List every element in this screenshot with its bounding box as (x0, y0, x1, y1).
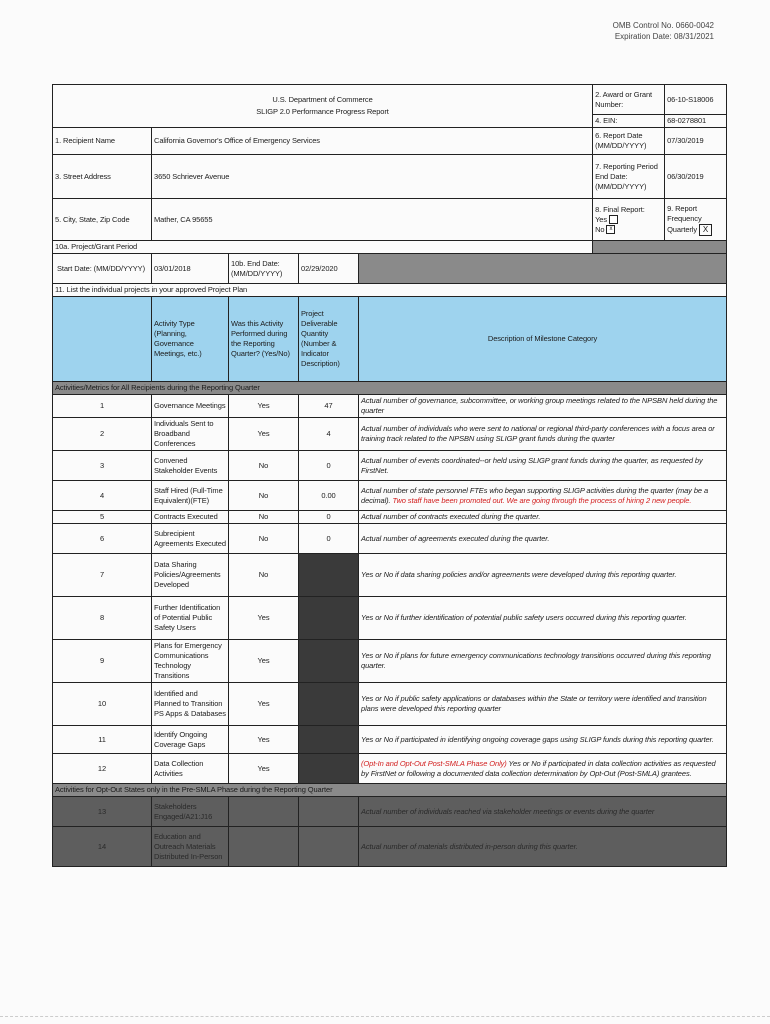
row-quantity: 4 (299, 418, 359, 451)
award-number-label: 2. Award or Grant Number: (593, 85, 665, 115)
row-quantity-blocked (299, 640, 359, 683)
quarterly-label: Quarterly (667, 224, 698, 234)
row-description (359, 481, 727, 511)
table-row (53, 451, 727, 481)
shaded-cell (359, 254, 727, 284)
row-number: 12 (53, 754, 152, 784)
table-row (53, 524, 727, 554)
recipient-name-label: 1. Recipient Name (53, 128, 152, 155)
row-performed: Yes (229, 597, 299, 640)
row-description (359, 754, 727, 784)
row-performed: Yes (229, 683, 299, 726)
row-description: Yes or No if plans for future emergency communications technology transitions occurred during this reporting quarter. (359, 640, 727, 683)
row-performed: Yes (229, 640, 299, 683)
table-row (53, 827, 727, 867)
column-header-description: Description of Milestone Category (359, 297, 727, 382)
column-header-deliverable: Project Deliverable Quantity (Number & Indicator Description) (299, 297, 359, 382)
city-state-zip-value: Mather, CA 95655 (152, 199, 593, 241)
city-state-zip-label: 5. City, State, Zip Code (53, 199, 152, 241)
shaded-cell (593, 241, 727, 254)
award-number-value: 06-10-S18006 (665, 85, 727, 115)
row-quantity-blocked (299, 726, 359, 754)
row-quantity-blocked (299, 554, 359, 597)
final-report-no-checkbox[interactable]: x (606, 225, 615, 234)
report-frequency-label: 9. Report Frequency (667, 203, 702, 223)
row-number: 14 (53, 827, 152, 867)
row-description: Yes or No if public safety applications or databases within the State or territory were identified and transition plans were developed this reporting quarter (359, 683, 727, 726)
final-report-yes-label: Yes (595, 214, 607, 224)
row-number: 13 (53, 797, 152, 827)
row-description: Actual number of individuals who were sent to national or regional third-party conferences with a focus area or training track related to the NPSBN using SLIGP grant funds during the quarter (359, 418, 727, 451)
row-description: Yes or No if further identification of potential public safety users occurred during this reporting quarter. (359, 597, 727, 640)
row-quantity: 0.00 (299, 481, 359, 511)
row-quantity: 0 (299, 524, 359, 554)
row-performed: No (229, 524, 299, 554)
quarterly-checkbox[interactable]: X (699, 224, 712, 236)
table-row (53, 554, 727, 597)
row-quantity (299, 797, 359, 827)
row-activity: Staff Hired (Full-Time Equivalent)(FTE) (152, 481, 229, 511)
row-description: Actual number of contracts executed during the quarter. (359, 511, 727, 524)
table-row (53, 754, 727, 784)
table-row (53, 683, 727, 726)
final-report-no-label: No (595, 224, 605, 234)
row-number: 4 (53, 481, 152, 511)
start-date-value: 03/01/2018 (152, 254, 229, 284)
report-table (52, 84, 727, 867)
row-description-text: Yes or No if participated in data collection activities as requested by FirstNet or following a documented data collection determination by Opt-Out (Post-SMLA) grantees. (361, 758, 716, 778)
row-number: 6 (53, 524, 152, 554)
row-number: 2 (53, 418, 152, 451)
row-number: 7 (53, 554, 152, 597)
row-description: Actual number of governance, subcommittee, or working group meetings related to the NPSBN held during the quarter (359, 395, 727, 418)
report-title (53, 85, 593, 128)
omb-info (613, 20, 714, 42)
row-activity: Convened Stakeholder Events (152, 451, 229, 481)
row-description: Yes or No if data sharing policies and/or agreements were developed during this reporting quarter. (359, 554, 727, 597)
section-all-recipients: Activities/Metrics for All Recipients during the Reporting Quarter (53, 382, 727, 395)
row-performed: Yes (229, 418, 299, 451)
ein-value: 68-0278801 (665, 115, 727, 128)
table-row (53, 640, 727, 683)
end-date-value: 02/29/2020 (299, 254, 359, 284)
row-activity: Data Collection Activities (152, 754, 229, 784)
final-report-cell (593, 199, 665, 241)
report-date-label: 6. Report Date (MM/DD/YYYY) (593, 128, 665, 155)
row-performed: No (229, 451, 299, 481)
column-header-activity-type: Activity Type (Planning, Governance Meetings, etc.) (152, 297, 229, 382)
row-number: 10 (53, 683, 152, 726)
row-quantity: 0 (299, 451, 359, 481)
row-activity: Plans for Emergency Communications Technology Transitions (152, 640, 229, 683)
column-header-number (53, 297, 152, 382)
row-description: Yes or No if participated in identifying ongoing coverage gaps using SLIGP funds during this reporting quarter. (359, 726, 727, 754)
row-quantity (299, 827, 359, 867)
row-number: 5 (53, 511, 152, 524)
row-description-note: Two staff have been promoted out. We are going through the process of hiring 2 new people. (392, 495, 692, 505)
row-activity: Subrecipient Agreements Executed (152, 524, 229, 554)
row-activity: Further Identification of Potential Public Safety Users (152, 597, 229, 640)
row-performed: No (229, 554, 299, 597)
row-performed (229, 797, 299, 827)
projects-list-label: 11. List the individual projects in your approved Project Plan (53, 284, 727, 297)
report-title-form: SLIGP 2.0 Performance Progress Report (256, 107, 389, 116)
row-performed (229, 827, 299, 867)
row-activity: Identified and Planned to Transition PS Apps & Databases (152, 683, 229, 726)
table-row (53, 418, 727, 451)
row-quantity-blocked (299, 683, 359, 726)
row-activity: Data Sharing Policies/Agreements Developed (152, 554, 229, 597)
table-row (53, 481, 727, 511)
row-activity: Contracts Executed (152, 511, 229, 524)
section-opt-out: Activities for Opt-Out States only in the Pre-SMLA Phase during the Reporting Quarter (53, 784, 727, 797)
row-number: 9 (53, 640, 152, 683)
start-date-label: Start Date: (MM/DD/YYYY) (53, 254, 152, 284)
row-description: Actual number of individuals reached via stakeholder meetings or events during the quarter (359, 797, 727, 827)
row-performed: Yes (229, 726, 299, 754)
ein-label: 4. EIN: (593, 115, 665, 128)
row-quantity-blocked (299, 754, 359, 784)
row-quantity-blocked (299, 597, 359, 640)
row-description: Actual number of agreements executed during the quarter. (359, 524, 727, 554)
row-description: Actual number of events coordinated--or held using SLIGP grant funds during the quarter, as requested by FirstNet. (359, 451, 727, 481)
row-performed: Yes (229, 395, 299, 418)
row-activity: Individuals Sent to Broadband Conferences (152, 418, 229, 451)
report-title-agency: U.S. Department of Commerce (272, 95, 373, 104)
table-row (53, 597, 727, 640)
table-row (53, 395, 727, 418)
omb-control-number: OMB Control No. 0660-0042 (612, 21, 714, 30)
row-number: 8 (53, 597, 152, 640)
performance-progress-report-form (52, 84, 726, 867)
row-performed: No (229, 481, 299, 511)
report-date-value: 07/30/2019 (665, 128, 727, 155)
table-row (53, 511, 727, 524)
project-period-label: 10a. Project/Grant Period (53, 241, 593, 254)
final-report-label: 8. Final Report: (595, 204, 645, 214)
row-activity: Education and Outreach Materials Distributed In-Person (152, 827, 229, 867)
row-number: 1 (53, 395, 152, 418)
column-header-performed: Was this Activity Performed during the Reporting Quarter? (Yes/No) (229, 297, 299, 382)
row-number: 3 (53, 451, 152, 481)
row-description-note: (Opt-In and Opt-Out Post-SMLA Phase Only) (361, 758, 507, 768)
period-end-label: 7. Reporting Period End Date: (MM/DD/YYYY) (593, 155, 665, 199)
row-description-text: Actual number of state personnel FTEs who began supporting SLIGP activities during the quarter (may be a decimal). (361, 485, 709, 505)
period-end-value: 06/30/2019 (665, 155, 727, 199)
final-report-yes-checkbox[interactable] (609, 215, 618, 224)
recipient-name-value: California Governor's Office of Emergency Services (152, 128, 593, 155)
page-edge (0, 1016, 770, 1017)
row-performed: Yes (229, 754, 299, 784)
row-quantity: 47 (299, 395, 359, 418)
row-performed: No (229, 511, 299, 524)
row-activity: Identify Ongoing Coverage Gaps (152, 726, 229, 754)
row-activity: Stakeholders Engaged/A21:J16 (152, 797, 229, 827)
end-date-label: 10b. End Date: (MM/DD/YYYY) (229, 254, 299, 284)
row-quantity: 0 (299, 511, 359, 524)
street-address-value: 3650 Schriever Avenue (152, 155, 593, 199)
row-activity: Governance Meetings (152, 395, 229, 418)
street-address-label: 3. Street Address (53, 155, 152, 199)
report-frequency-cell (665, 199, 727, 241)
omb-expiration: Expiration Date: 08/31/2021 (614, 32, 714, 41)
row-description: Actual number of materials distributed in-person during this quarter. (359, 827, 727, 867)
table-row (53, 797, 727, 827)
row-number: 11 (53, 726, 152, 754)
table-row (53, 726, 727, 754)
